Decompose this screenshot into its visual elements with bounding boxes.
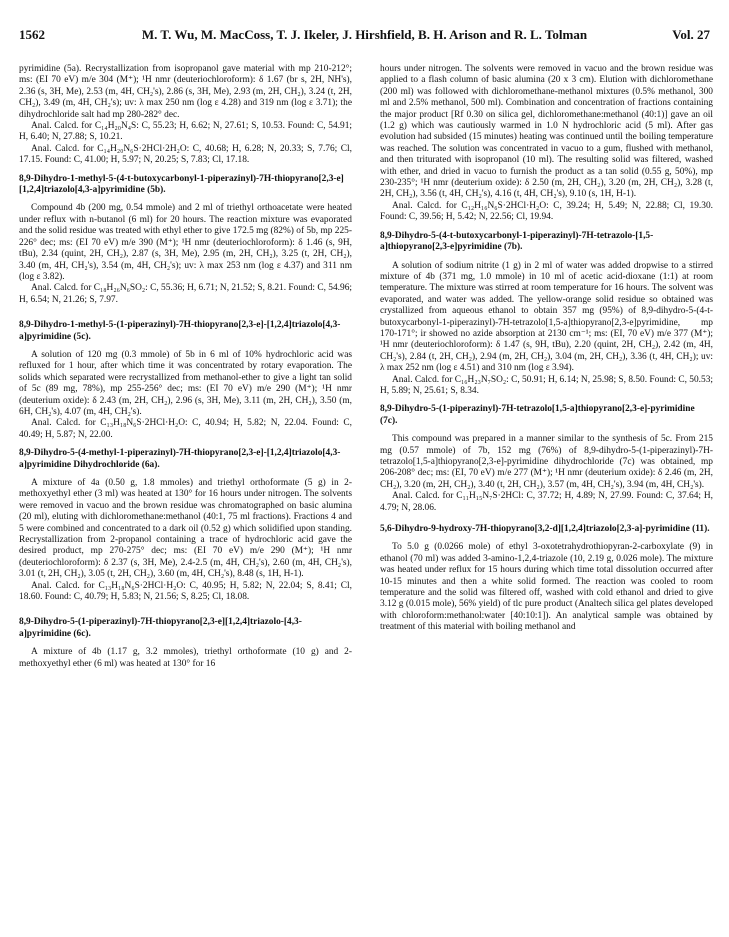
running-header (19, 27, 710, 43)
analysis-paragraph: Anal. Calcd. for C₁₂H₁₆N₆S·2HCl·H₂O: C, 39.24; H, 5.49; N, 22.88; Cl, 19.30. Found: C, 39.56; H, 5.42; N, 22.56; Cl, 19.94. (380, 200, 713, 223)
paragraph: hours under nitrogen. The solvents were removed in vacuo and the brown residue was applied to a flash column of basic alumina (20 x 3 cm). Elution with dichloromethane (200 ml) was followed with dichloromethane-methanol mixtures (0.5% methanol, 300 ml and 2.5% methanol, 500 ml). Combination and concentration of fractions containing the major product [Rf 0.30 on silica gel, dichloromethane:methanol (40:1)] gave an oil (1.2 g) which was cautiously warmed in 1.0 N hydrochloric acid (5 ml). After gas evolution had subsided (15 minutes) heating was continued until the boiling temperature was reached. The solution was concentrated in vacuo to a gum, flushed with methanol, and then triturated with isopropanol (10 ml). The resulting solid was filtered, washed with ether, and dried in vacuo to furnish the product as a tan solid (0.55 g, 50%), mp 230-235°; ¹H nmr (deuterium oxide): δ 2.50 (m, 2H, CH₂), 3.20 (m, 2H, CH₂), 3.28 (t, 2H, CH₂), 3.56 (t, 4H, CH₂'s), 4.16 (t, 4H, CH₂'s), 9.10 (s, 1H, H-1). (380, 64, 713, 200)
compound-heading: 8,9-Dihydro-5-(4-t-butoxycarbonyl-1-piperazinyl)-7H-tetrazolo-[1,5-a]thiopyrano[2,3-e]pyrimidine (7b). (380, 230, 654, 253)
analysis-paragraph: Anal. Calcd. for C₁₃H₁₈N₆S·2HCl·H₂O: C, 40.95; H, 5.82; N, 22.04; S, 8.41; Cl, 18.60. Found: C, 40.79; H, 5.83; N, 21.56; S, 8.25; Cl, 18.08. (19, 580, 352, 603)
paragraph: A mixture of 4a (0.50 g, 1.8 mmoles) and triethyl orthoformate (5 g) in 2-methoxyethyl ether (3 ml) was heated at 130° for 16 hours under nitrogen. The solvents were removed in vacuo and the brown residue was chromatographed on basic alumina (20 ml), eluting with dichloromethane:methanol (40:1, 75 ml fractions). Fractions 4 and 5 were combined and concentrated to a dark oil (0.52 g) which solidified upon standing. Recrystallization from 2-propanol containing a trace of hydrochloric acid gave the desired product, mp 270-275° dec; ms: (EI 70 eV) m/e 290 (M⁺); ¹H nmr (deuteriochloroform): δ 2.37 (s, 3H, Me), 2.4-2.5 (m, 4H, CH₂'s), 2.60 (m, 4H, CH₂'s), 3.01 (t, 2H, CH₂), 3.05 (t, 2H, CH₂), 3.60 (m, 4H, CH₂'s), 8.48 (s, 1H, H-1). (19, 478, 352, 580)
paragraph: A solution of 120 mg (0.3 mmole) of 5b in 6 ml of 10% hydrochloric acid was refluxed for 1 hour, after which time it was concentrated by rotary evaporation. The solids which separated were recrystallized from methanol-ether to give a light tan solid of 5c (89 mg, 78%), mp 255-256° dec; ms: (EI 70 eV) m/e 290 (M⁺); ¹H nmr (deuterium oxide): δ 2.43 (m, 2H, CH₂), 2.96 (s, 3H, Me), 3.11 (m, 2H, CH₂), 3.50 (m, 6H, CH₂'s), 4.07 (m, 4H, CH₂'s). (19, 349, 352, 417)
right-column (380, 64, 713, 634)
analysis-paragraph: Anal. Calcd. for C₁₄H₂₀N₄S: C, 55.23; H, 6.62; N, 27.61; S, 10.53. Found: C, 54.91; H, 6.40; N, 27.88; S, 10.21. (19, 121, 352, 143)
analysis-paragraph: Anal. Calcd. for C₁₈H₂₆N₆SO₂: C, 55.36; H, 6.71; N, 21.52; S, 8.21. Found: C, 54.96; H, 6.54; N, 21.26; S, 7.97. (19, 283, 352, 305)
compound-heading: 8,9-Dihydro-1-methyl-5-(1-piperazinyl)-7H-thiopyrano[2,3-e]-[1,2,4]triazolo[4,3-a]pyrimidine (5c). (19, 320, 341, 342)
analysis-paragraph: Anal. Calcd. for C₁₃H₁₈N₆S·2HCl·H₂O: C, 40.94; H, 5.82; N, 22.04. Found: C, 40.49; H, 5.87; N, 22.00. (19, 418, 352, 440)
volume-label: Vol. 27 (672, 27, 710, 42)
left-column (19, 64, 352, 670)
running-header-authors: M. T. Wu, M. MacCoss, T. J. Ikeler, J. Hirshfield, B. H. Arison and R. L. Tolman (141, 27, 588, 42)
compound-heading: 8,9-Dihydro-5-(1-piperazinyl)-7H-tetrazolo[1,5-a]thiopyrano[2,3-e]-pyrimidine (7c). (380, 404, 695, 426)
paragraph: Compound 4b (200 mg, 0.54 mmole) and 2 ml of triethyl orthoacetate were heated under reflux with n-butanol (6 ml) for 20 hours. The reaction mixture was evaporated and the solid residue was treated with ethyl ether to give 172.5 mg (82%) of 5b, mp 225-226° dec; ms: (EI 70 eV) m/e 390 (M⁺); ¹H nmr (deuteriochloroform): δ 1.46 (s, 9H, tBu), 2.34 (quint, 2H, CH₂), 2.87 (s, 3H, Me), 2.95 (m, 2H, CH₂), 3.25 (t, 2H, CH₂), 3.40 (m, 4H, CH₂'s), 3.54 (m, 4H, CH₂'s); uv: λ max 253 nm (log ε 4.37) and 311 nm (log ε 3.82). (19, 203, 352, 282)
paragraph: A solution of sodium nitrite (1 g) in 2 ml of water was added dropwise to a stirred mixture of 4b (371 mg, 1.0 mmole) in 10 ml of acetic acid-dioxane (1:1) at room temperature. The mixture was stirred at room temperature for 16 hours. The solvent was evaporated, and water was added. The yellow-orange solid residue so obtained was crystallized from aqueous ethanol to obtain 357 mg (95%) of 8,9-dihydro-5-(4-t-butoxycarbonyl-1-piperazinyl)-7H-tetrazolo[1,5-a]thiopyrano[2,3-e]pyrimidine, mp 170-171°; ir showed no azide absorption at 2130 cm⁻¹; ms: (EI, 70 eV) m/e 377 (M⁺); ¹H nmr (deuteriochloroform): δ 1.47 (s, 9H, tBu), 2.20 (quint, 2H, CH₂), 2.42 (m, 4H, CH₂'s), 2.84 (t, 2H, CH₂), 2.94 (m, 2H, CH₂), 3.04 (m, 2H, CH₂), 3.36 (t, 4H, CH₂); uv: λ max 252 nm (log ε 4.51) and 310 nm (log ε 3.94). (380, 260, 713, 374)
paragraph: pyrimidine (5a). Recrystallization from isopropanol gave material with mp 210-212°; ms: (EI 70 eV) m/e 304 (M⁺); ¹H nmr (deuteriochloroform): δ 1.67 (br s, 2H, NH's), 2.36 (s, 3H, Me), 2.53 (m, 4H, CH₂'s), 2.86 (s, 3H, Me), 2.93 (m, 2H, CH₂), 3.24 (t, 2H, CH₂), 3.49 (m, 4H, CH₂'s); uv: λ max 250 nm (log ε 4.28) and 319 nm (log ε 3.71); the dihydrochloride salt had mp 280-282° dec. (19, 64, 352, 120)
paragraph: To 5.0 g (0.0266 mole) of ethyl 3-oxotetrahydrothiopyran-2-carboxylate (9) in ethanol (70 ml) was added 3-amino-1,2,4-triazole (10, 2.19 g, 0.026 mole). The mixture was heated under reflux for 15 hours during which time total dissolution occurred after 10-15 minutes and then a white solid formed. The reaction was cooled to room temperature and the solid was filtered off, washed with cold ethanol and dried to give 3.12 g (0.015 mole), 56% yield) of tlc pure product (Analtech silica gel plates developed with chloroform:methanol:water [40:10:1]). An analytical sample was obtained by treatment of this material with boiling methanol and (380, 542, 713, 633)
page-number: 1562 (19, 27, 45, 42)
compound-heading: 5,6-Dihydro-9-hydroxy-7H-thiopyrano[3,2-d][1,2,4]triazolo[2,3-a]-pyrimidine (11). (380, 524, 710, 535)
paragraph: This compound was prepared in a manner similar to the synthesis of 5c. From 215 mg (0.57 mmole) of 7b, 152 mg (76%) of 8,9-dihydro-5-(1-piperazinyl)-7H-tetrazolo[1,5-a]thiopyrano[2,3-e]-pyrimidine dihydrochloride (7c) was obtained, mp 206-208° dec; ms: (EI, 70 eV) m/e 277 (M⁺); ¹H nmr (deuterium oxide): δ 2.46 (m, 2H, CH₂), 3.20 (m, 2H, CH₂), 3.40 (t, 2H, CH₂), 3.57 (m, 4H, CH₂'s), 3.94 (m, 4H, CH₂'s). (380, 434, 713, 490)
analysis-paragraph: Anal. Calcd. for C₁₄H₂₀N₆S·2HCl·2H₂O: C, 40.68; H, 6.28; N, 20.33; S, 7.76; Cl, 17.15. Found: C, 41.00; H, 5.97; N, 20.25; S, 7.83; Cl, 17.18. (19, 143, 352, 166)
compound-heading: 8,9-Dihydro-1-methyl-5-(4-t-butoxycarbonyl-1-piperazinyl)-7H-thiopyrano[2,3-e][1,2,4]triazolo[4,3-a]pyrimidine (5b). (19, 173, 344, 196)
compound-heading: 8,9-Dihydro-5-(1-piperazinyl)-7H-thiopyrano[2,3-e][1,2,4]triazolo-[4,3-a]pyrimidine (6c). (19, 617, 302, 639)
analysis-paragraph: Anal. Calcd. for C₁₆H₂₃N₇SO₂: C, 50.91; H, 6.14; N, 25.98; S, 8.50. Found: C, 50.53; H, 5.89; N, 25.61; S, 8.34. (380, 374, 713, 396)
paragraph: A mixture of 4b (1.17 g, 3.2 mmoles), triethyl orthoformate (10 g) and 2-methoxyethyl ether (6 ml) was heated at 130° for 16 (19, 647, 352, 669)
compound-heading: 8,9-Dihydro-5-(4-methyl-1-piperazinyl)-7H-thiopyrano[2,3-e]-[1,2,4]triazolo[4,3-a]pyrimidine Dihydrochloride (6a). (19, 448, 341, 470)
analysis-paragraph: Anal. Calcd. for C₁₁H₁₅N₇S·2HCl: C, 37.72; H, 4.89; N, 27.99. Found: C, 37.64; H, 4.79; N, 28.06. (380, 491, 713, 513)
